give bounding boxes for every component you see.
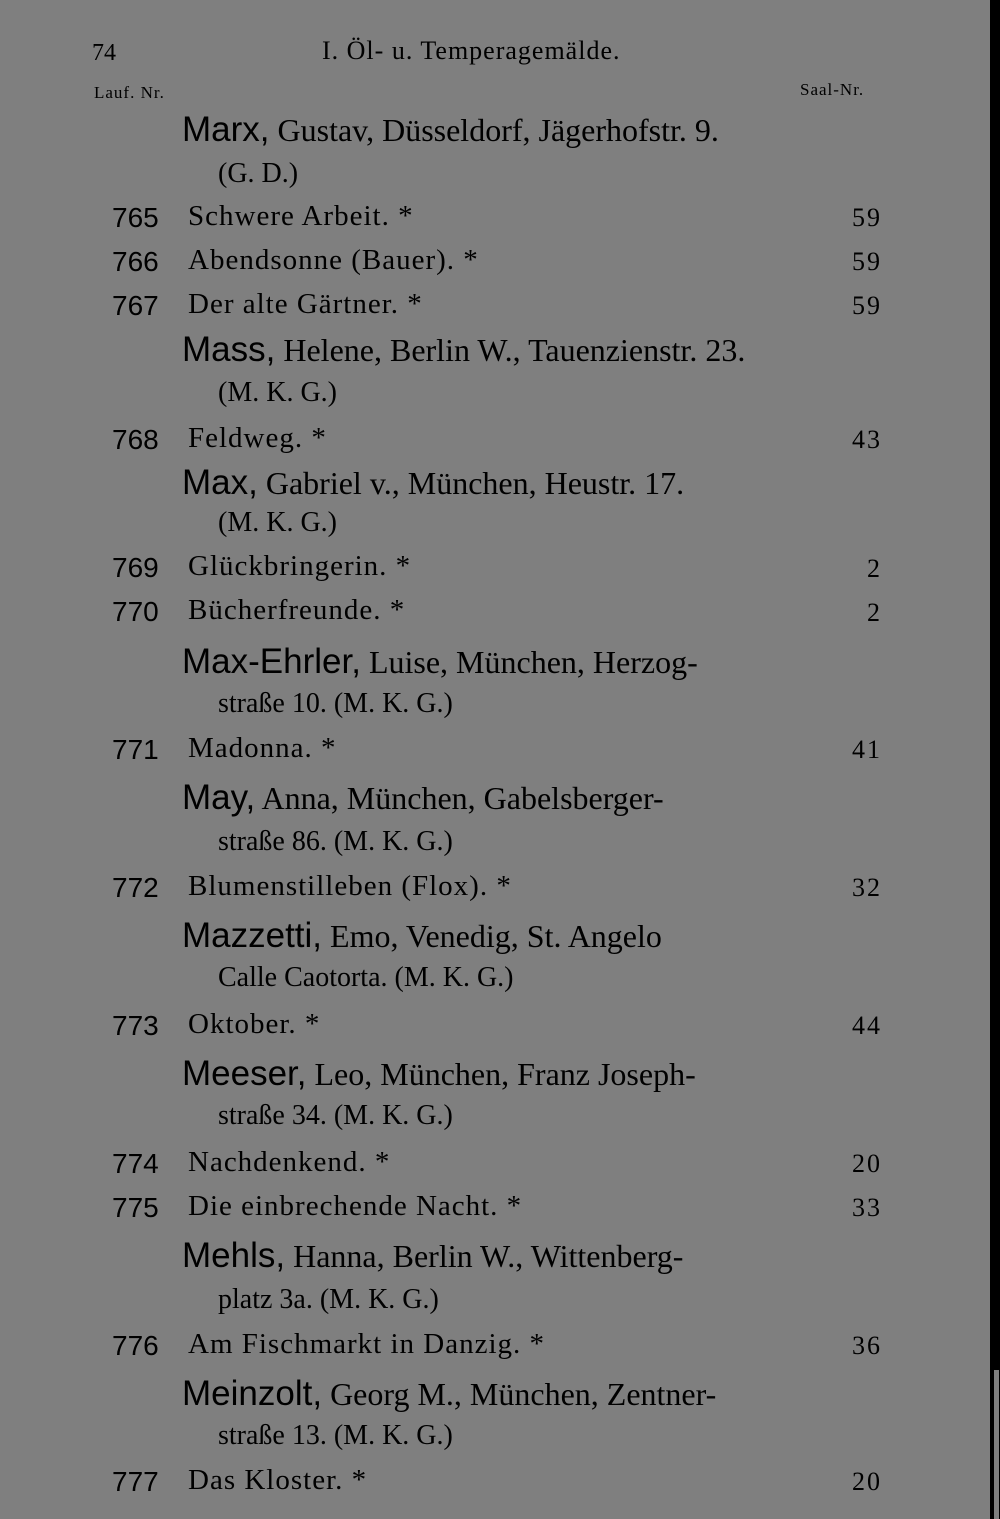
entry-title: Die einbrechende Nacht. *: [188, 1190, 523, 1222]
artist-address: Leo, München, Franz Joseph-: [314, 1056, 696, 1092]
artist-address: Luise, München, Herzog-: [368, 644, 698, 680]
running-title: I. Öl- u. Temperagemälde.: [322, 36, 621, 65]
artist-address-cont: platz 3a. (M. K. G.): [218, 1284, 439, 1315]
artist-address: Gabriel v., München, Heustr. 17.: [265, 465, 685, 501]
entry-title: Schwere Arbeit. *: [188, 200, 414, 232]
room-number: 32: [852, 873, 882, 902]
column-label-left: Lauf. Nr.: [94, 83, 165, 102]
artist-name: Mehls,: [182, 1236, 286, 1275]
entry-title: Glückbringerin. *: [188, 550, 412, 582]
room-number: 2: [867, 554, 882, 583]
artist-address: Hanna, Berlin W., Wittenberg-: [293, 1238, 684, 1274]
room-number: 2: [867, 598, 882, 627]
room-number: 59: [852, 203, 882, 232]
entry-title: Der alte Gärtner. *: [188, 288, 423, 320]
artist-heading: [182, 642, 698, 682]
artist-address-cont: (M. K. G.): [218, 377, 337, 408]
entry-number: 770: [112, 596, 159, 627]
entry-number: 771: [112, 734, 159, 765]
column-label-right: Saal-Nr.: [800, 80, 865, 99]
room-number: 20: [852, 1149, 882, 1178]
room-number: 59: [852, 247, 882, 276]
entry-number: 776: [112, 1330, 159, 1361]
artist-address: Georg M., München, Zentner-: [330, 1376, 717, 1412]
artist-heading: [182, 463, 684, 503]
artist-address: Gustav, Düsseldorf, Jägerhofstr. 9.: [277, 112, 719, 148]
entry-number: 777: [112, 1466, 159, 1497]
entry-title: Das Kloster. *: [188, 1464, 368, 1496]
entry-title: Nachdenkend. *: [188, 1146, 391, 1178]
room-number: 59: [852, 291, 882, 320]
room-number: 44: [852, 1011, 882, 1040]
artist-address: Helene, Berlin W., Tauenzienstr. 23.: [283, 332, 746, 368]
entry-number: 767: [112, 290, 159, 321]
artist-name: Meinzolt,: [182, 1374, 323, 1413]
entry-number: 775: [112, 1192, 159, 1223]
room-number: 33: [852, 1193, 882, 1222]
artist-name: Max,: [182, 463, 258, 502]
artist-name: Marx,: [182, 110, 270, 149]
entry-title: Bücherfreunde. *: [188, 594, 406, 626]
artist-address-cont: straße 10. (M. K. G.): [218, 688, 453, 719]
artist-name: May,: [182, 778, 256, 817]
artist-address-cont: straße 86. (M. K. G.): [218, 826, 453, 857]
artist-address-cont: straße 13. (M. K. G.): [218, 1420, 453, 1451]
room-number: 36: [852, 1331, 882, 1360]
entry-title: Am Fischmarkt in Danzig. *: [188, 1328, 546, 1360]
artist-name: Mazzetti,: [182, 916, 323, 955]
entry-number: 768: [112, 424, 159, 455]
room-number: 20: [852, 1467, 882, 1496]
entry-title: Abendsonne (Bauer). *: [188, 244, 479, 276]
entry-number: 765: [112, 202, 159, 233]
page-number: 74: [92, 40, 116, 66]
artist-address-cont: (G. D.): [218, 158, 299, 189]
entry-number: 772: [112, 872, 159, 903]
artist-address: Anna, München, Gabelsberger-: [261, 780, 664, 816]
entry-number: 766: [112, 246, 159, 277]
artist-address: Emo, Venedig, St. Angelo: [330, 918, 662, 954]
entry-number: 774: [112, 1148, 159, 1179]
artist-address-cont: Calle Caotorta. (M. K. G.): [218, 962, 514, 993]
room-number: 43: [852, 425, 882, 454]
entry-number: 773: [112, 1010, 159, 1041]
artist-address-cont: (M. K. G.): [218, 507, 337, 538]
entry-title: Blumenstilleben (Flox). *: [188, 870, 512, 902]
room-number: 41: [852, 735, 882, 764]
artist-heading: [182, 330, 745, 370]
artist-heading: [182, 916, 662, 956]
artist-heading: [182, 778, 664, 818]
entry-title: Feldweg. *: [188, 422, 327, 454]
entry-title: Oktober. *: [188, 1008, 321, 1040]
page-edge-mark: [994, 1370, 999, 1519]
entry-title: Madonna. *: [188, 732, 337, 764]
entry-number: 769: [112, 552, 159, 583]
artist-heading: [182, 1236, 683, 1276]
artist-address-cont: straße 34. (M. K. G.): [218, 1100, 453, 1131]
artist-heading: [182, 1054, 696, 1094]
artist-name: Meeser,: [182, 1054, 307, 1093]
artist-heading: [182, 1374, 716, 1414]
artist-name: Max-Ehrler,: [182, 642, 361, 681]
artist-heading: [182, 110, 719, 150]
artist-name: Mass,: [182, 330, 276, 369]
